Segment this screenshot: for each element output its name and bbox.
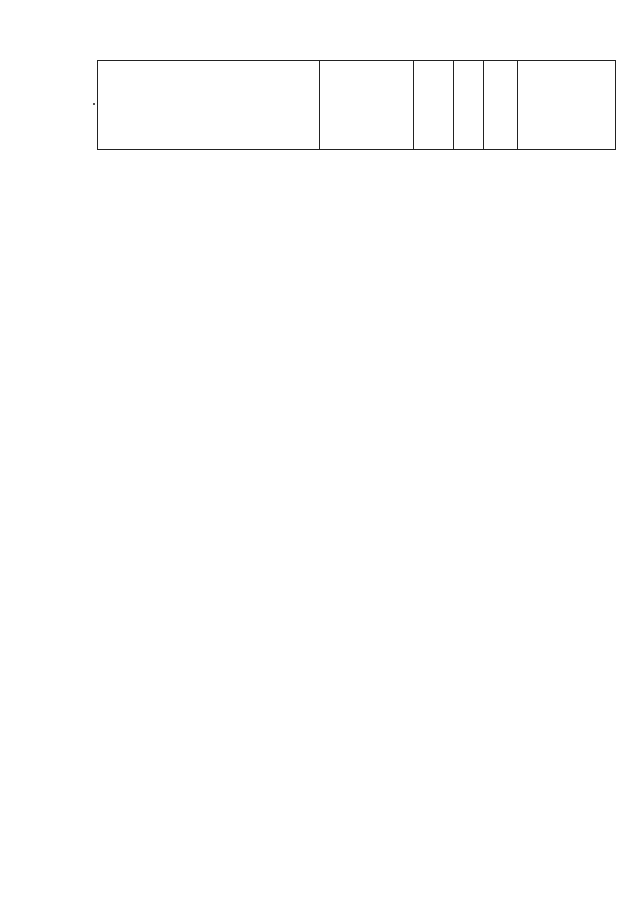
row-section-cell [454, 150, 484, 151]
table-body [98, 150, 616, 151]
row-name-cell [98, 150, 320, 151]
row-subsection-cell [484, 150, 518, 151]
header-name [98, 61, 320, 150]
table-header-row [98, 61, 616, 150]
header-expense-group [414, 61, 454, 150]
header-subsection [484, 61, 518, 150]
header-amount [518, 61, 616, 150]
budget-table [97, 60, 616, 150]
header-section [454, 61, 484, 150]
row-group-cell [414, 150, 454, 151]
table-row [98, 150, 616, 151]
row-amount-cell [518, 150, 616, 151]
row-target-cell [320, 150, 414, 151]
margin-dot [93, 103, 95, 105]
header-target-article [320, 61, 414, 150]
